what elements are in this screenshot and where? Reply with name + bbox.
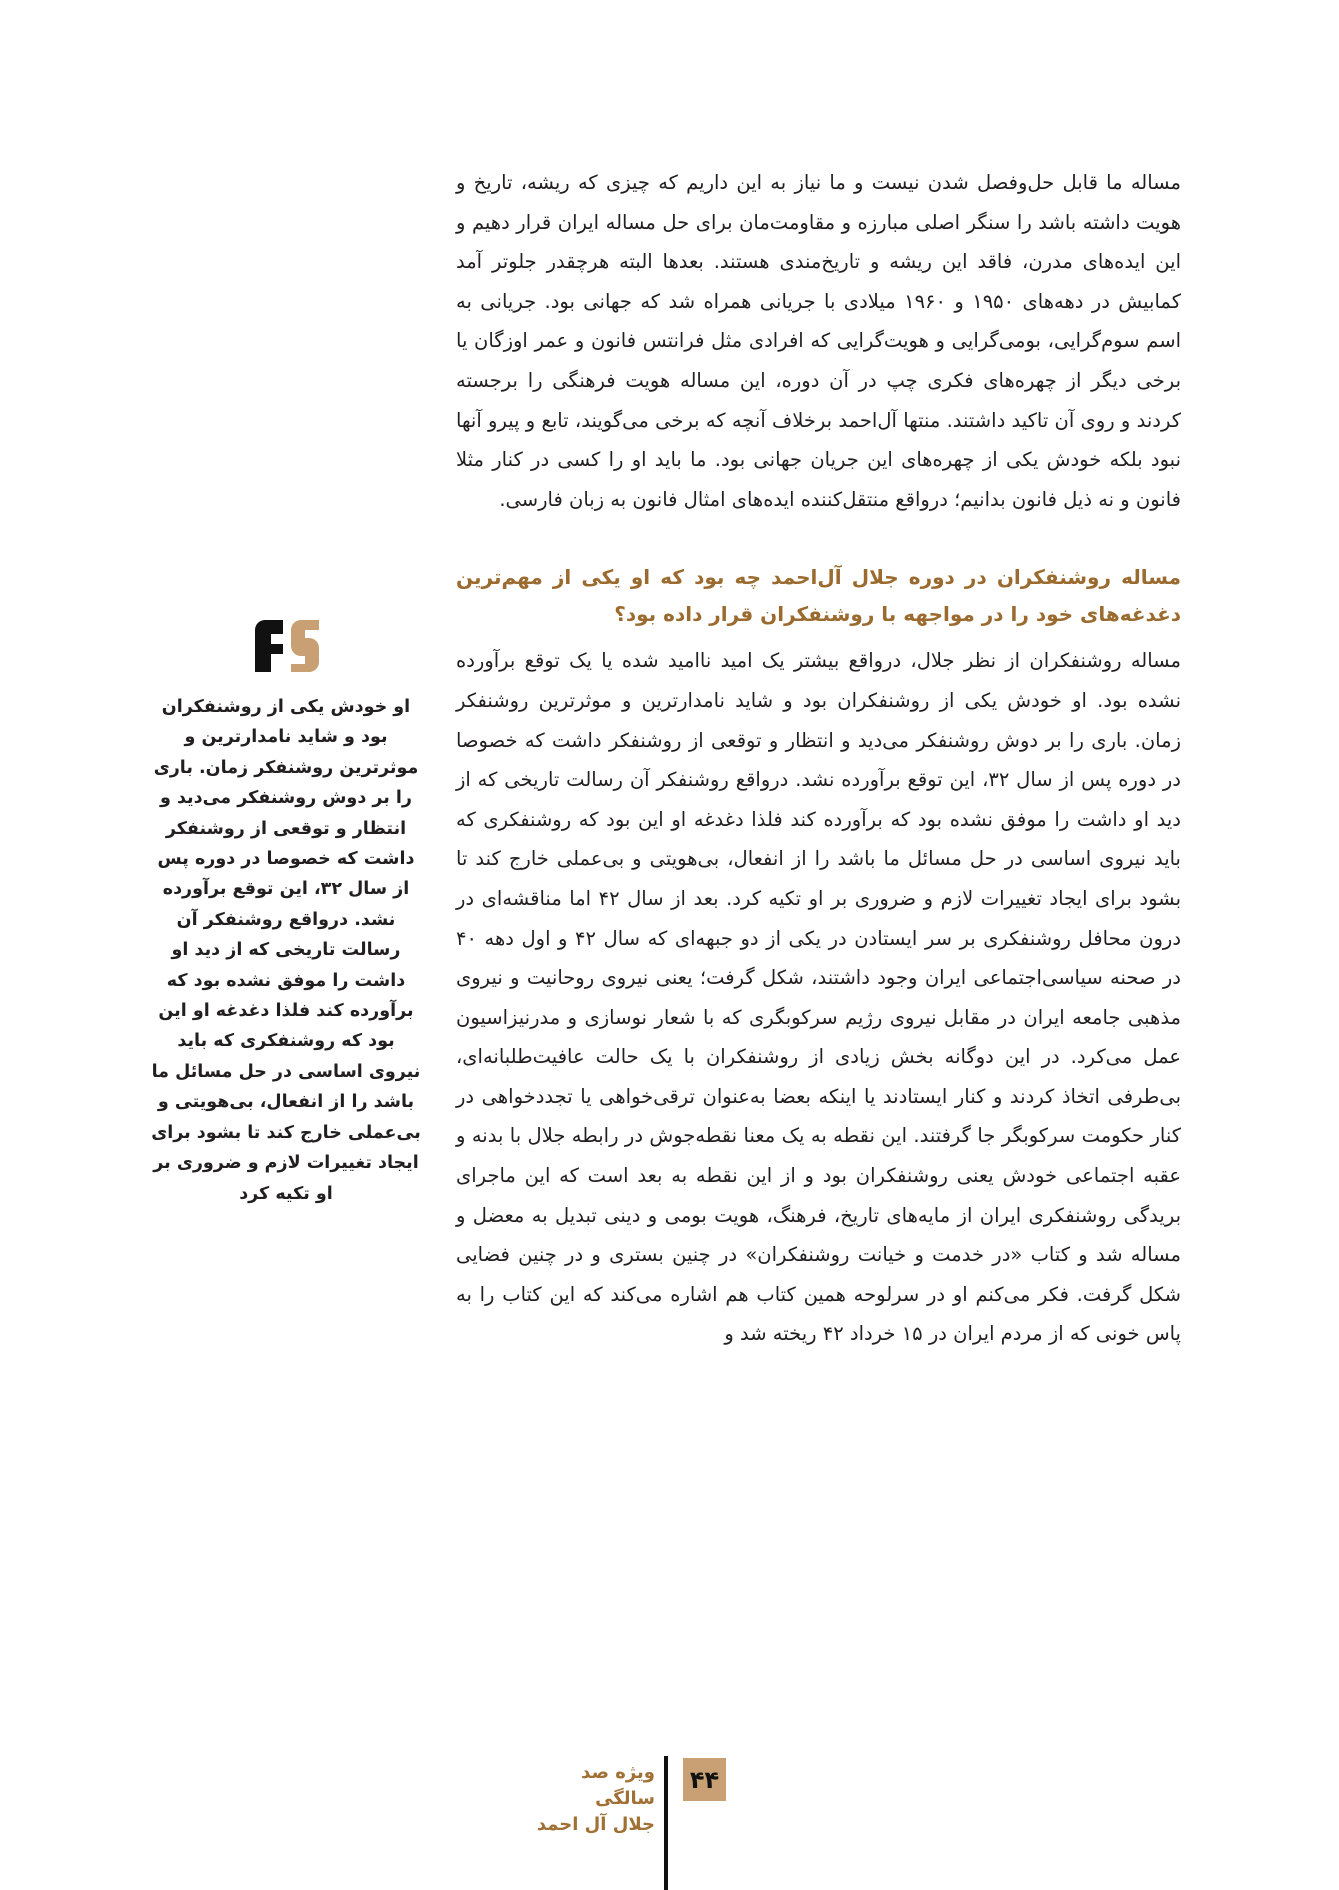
- article-paragraph: مساله روشنفکران از نظر جلال، درواقع بیشتر یک امید ناامید شده یا یک توقع برآورده نشده بود. او خودش یکی از روشنفکران بود و شاید نامدارترین و موثرترین روشنفکر زمان. باری را بر دوش روشنفکر می‌دید و انتظار و توقعی از روشنفکر داشت که خصوصا در دوره پس از سال ۳۲، این توقع برآورده نشد. درواقع روشنفکر آن رسالت تاریخی که از دید او داشت را موفق نشده بود که برآورده کند فلذا دغدغه او این بود که روشنفکری که باید نیروی اساسی در حل مسائل ما باشد را از انفعال، بی‌هویتی و بی‌عملی خارج کند تا بشود برای ایجاد تغییرات لازم و ضروری بر او تکیه کرد. بعد از سال ۴۲ اما مناقشه‌ای در درون محافل روشنفکری بر سر ایستادن در یکی از دو جبهه‌ای که سال ۴۲ و اول دهه ۴۰ در صحنه سیاسی‌اجتماعی ایران وجود داشتند، شکل گرفت؛ یعنی نیروی روحانیت و نیروی مذهبی جامعه ایران در مقابل نیروی رژیم سرکوبگری که با شعار نوسازی و مدرنیزاسیون عمل می‌کرد. در این دوگانه بخش زیادی از روشنفکران با یک حالت عافیت‌طلبانه‌ای، بی‌طرفی اتخاذ کردند و کنار ایستادند یا اینکه بعضا به‌عنوان ترقی‌خواهی یا تجددخواهی در کنار حکومت سرکوبگر جا گرفتند. این نقطه به یک معنا نقطه‌جوش در رابطه جلال با بدنه و عقبه اجتماعی خودش یعنی روشنفکران بود و از این نقطه به بعد است که این ماجرای بریدگی روشنفکری ایران از مایه‌های تاریخ، فرهنگ، هویت بومی و دینی تبدیل به معضل و مساله شد و کتاب «در خدمت و خیانت روشنفکران» در چنین بستری و در چنین فضایی شکل گرفت. فکر می‌کنم او در سرلوحه همین کتاب هم اشاره می‌کند که این کتاب را به پاس خونی که از مردم ایران در ۱۵ خرداد ۴۲ ریخته شد و: [456, 649, 1181, 1346]
- interview-question: مساله روشنفکران در دوره جلال آل‌احمد چه بود که او یکی از مهم‌ترین دغدغه‌های خود را در مواجهه با روشنفکران قرار داده بود؟: [456, 565, 1181, 627]
- page-number: ۴۴: [683, 1758, 726, 1801]
- article-body: [456, 163, 1181, 1354]
- article-paragraph: مساله ما قابل حل‌وفصل شدن نیست و ما نیاز به این داریم که چیزی که ریشه، تاریخ و هویت داشته باشد را سنگر اصلی مبارزه و مقاومت‌مان برای حل مساله ایران قرار دهیم و این ایده‌های مدرن، فاقد این ریشه و تاریخ‌مندی هستند. بعدها البته هرچقدر جلوتر آمد کمابیش در دهه‌های ۱۹۵۰ و ۱۹۶۰ میلادی با جریانی همراه شد که جهانی بود. جریانی به اسم سوم‌گرایی، بومی‌گرایی و هویت‌گرایی که افرادی مثل فرانتس فانون و عمر اوزگان یا برخی دیگر از چهره‌های فکری چپ در آن دوره، این مساله هویت فرهنگی را برجسته کردند و روی آن تاکید داشتند. منتها آل‌احمد برخلاف آنچه که برخی می‌گویند، تابع و پیرو آنها نبود بلکه خودش یکی از چهره‌های این جریان جهانی بود. ما باید او را کسی در کنار مثلا فانون و نه ذیل فانون بدانیم؛ درواقع منتقل‌کننده ایده‌های امثال فانون به زبان فارسی.: [456, 171, 1181, 511]
- footer-title-line-1: ویژه صد سالگی: [581, 1762, 655, 1809]
- pull-quote: او خودش یکی از روشنفکران بود و شاید نامدارترین و موثرترین روشنفکر زمان. باری را بر دوش روشنفکر می‌دید و انتظار و توقعی از روشنفکر داشت که خصوصا در دوره پس از سال ۳۲، این توقع برآورده نشد. درواقع روشنفکر آن رسالت تاریخی که از دید او داشت را موفق نشده بود که برآورده کند فلذا دغدغه او این بود که روشنفکری که باید نیروی اساسی در حل مسائل ما باشد را از انفعال، بی‌هویتی و بی‌عملی خارج کند تا بشود برای ایجاد تغییرات لازم و ضروری بر او تکیه کرد: [151, 697, 421, 1204]
- quote-mark-icon: [253, 618, 321, 674]
- running-footer: [520, 1760, 655, 1838]
- footer-divider: [664, 1756, 668, 1890]
- footer-title-line-2: جلال آل احمد: [536, 1814, 655, 1835]
